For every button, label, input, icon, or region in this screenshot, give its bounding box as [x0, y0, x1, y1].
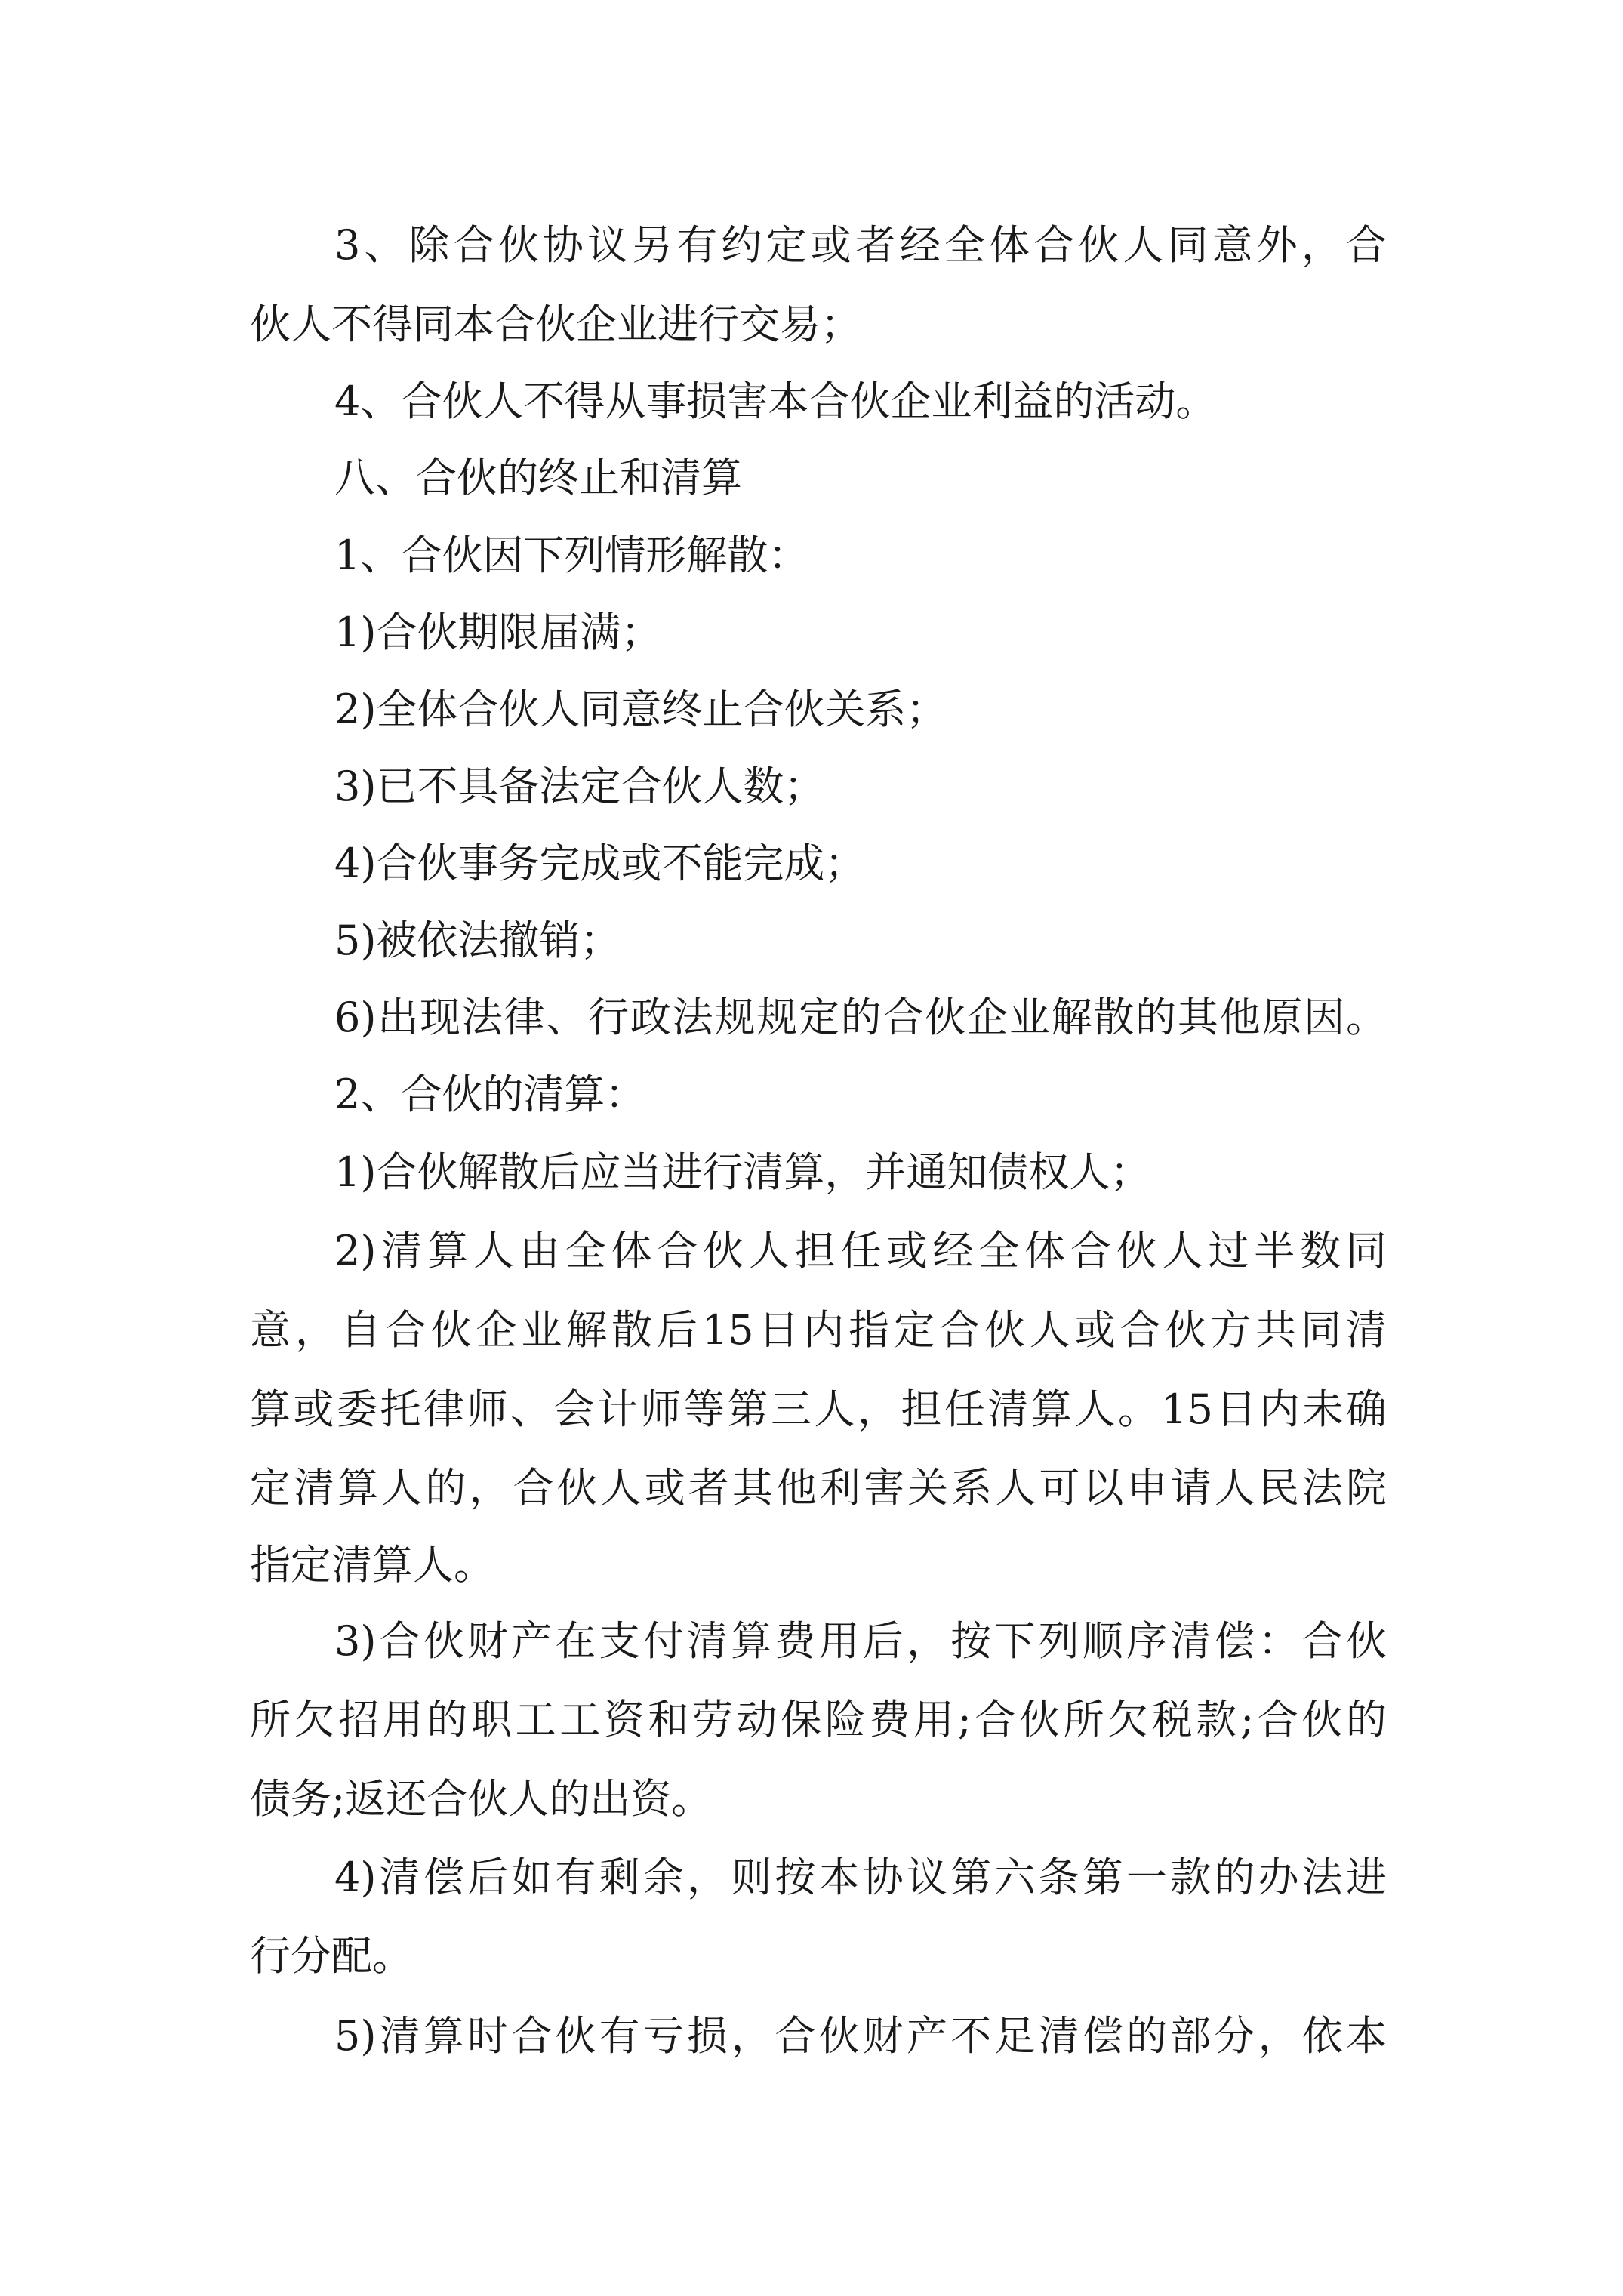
- text-line: 2)全体合伙人同意终止合伙关系；: [334, 686, 947, 733]
- text-line: 1)合伙解散后应当进行清算，并通知债权人；: [334, 1148, 1151, 1196]
- section-heading: 八、合伙的终止和清算: [334, 454, 742, 501]
- text-line: 4、合伙人不得从事损害本合伙企业利益的活动。: [334, 378, 1217, 425]
- text-line: 5)清算时合伙有亏损，合伙财产不足清偿的部分，依本: [334, 2012, 1387, 2060]
- text-line: 4)合伙事务完成或不能完成；: [334, 840, 866, 887]
- text-line: 4)清偿后如有剩余，则按本协议第六条第一款的办法进: [334, 1854, 1387, 1901]
- text-line: 1、合伙因下列情形解散：: [334, 532, 809, 579]
- text-line: 算或委托律师、会计师等第三人，担任清算人。15日内未确: [250, 1385, 1387, 1433]
- text-line: 行分配。: [250, 1932, 413, 1980]
- text-line: 3)合伙财产在支付清算费用后，按下列顺序清偿：合伙: [334, 1617, 1387, 1665]
- text-line: 债务;返还合伙人的出资。: [250, 1775, 713, 1823]
- text-line: 定清算人的，合伙人或者其他利害关系人可以申请人民法院: [250, 1464, 1387, 1512]
- text-line: 1)合伙期限届满；: [334, 609, 662, 656]
- text-line: 6)出现法律、行政法规规定的合伙企业解散的其他原因。: [334, 994, 1387, 1041]
- text-line: 意，自合伙企业解散后15日内指定合伙人或合伙方共同清: [250, 1306, 1387, 1354]
- text-line: 5)被依法撤销；: [334, 917, 621, 964]
- text-line: 2、合伙的清算：: [334, 1071, 646, 1118]
- text-line: 2)清算人由全体合伙人担任或经全体合伙人过半数同: [334, 1227, 1387, 1274]
- text-line: 3)已不具备法定合伙人数；: [334, 763, 825, 810]
- text-line: 3、除合伙协议另有约定或者经全体合伙人同意外，合: [334, 221, 1387, 269]
- text-line: 伙人不得同本合伙企业进行交易；: [250, 300, 861, 348]
- text-line: 所欠招用的职工工资和劳动保险费用;合伙所欠税款;合伙的: [250, 1696, 1387, 1743]
- text-line: 指定清算人。: [250, 1541, 494, 1589]
